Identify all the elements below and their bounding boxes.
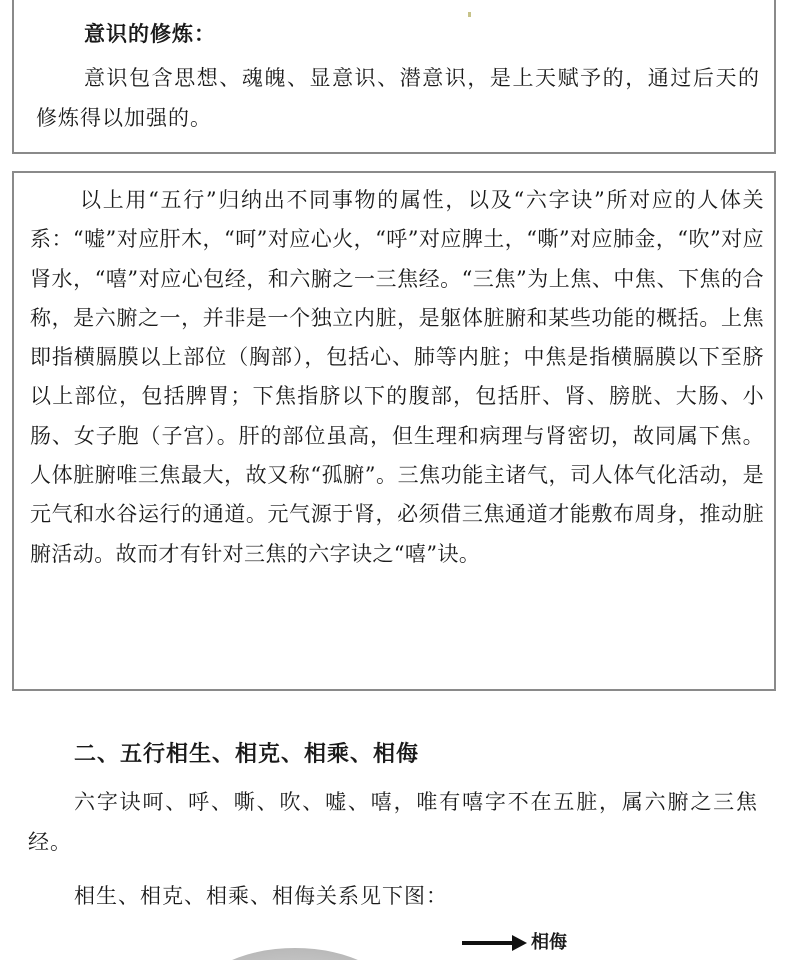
- diagram-top-edge: [0, 920, 790, 960]
- consciousness-cultivation-box: [12, 0, 776, 154]
- five-elements-explanation-box: [12, 171, 776, 691]
- five-elements-diagram: [0, 920, 790, 960]
- scan-speck: [468, 12, 471, 17]
- section-paragraph: 六字诀呵、呼、嘶、吹、嘘、嘻，唯有嘻字不在五脏，属六腑之三焦经。: [28, 790, 758, 854]
- diagram-disk: [195, 948, 395, 960]
- section-heading: 二、五行相生、相克、相乘、相侮: [74, 742, 420, 767]
- box-paragraph: 意识包含思想、魂魄、显意识、潜意识，是上天赋予的，通过后天的修炼得以加强的。: [36, 66, 760, 130]
- diagram-intro-line: 相生、相克、相乘、相侮关系见下图：: [74, 884, 448, 908]
- legend-arrow-shaft: [462, 941, 514, 945]
- box-title: 意识的修炼：: [84, 21, 216, 46]
- legend-arrowhead: [512, 935, 527, 951]
- legend-label-xiangwu: 相侮: [531, 932, 567, 953]
- explanation-paragraph: 以上用“五行”归纳出不同事物的属性，以及“六字诀”所对应的人体关系：“嘘”对应肝木，“呵”对应心火，“呼”对应脾土，“嘶”对应肺金，“吹”对应肾水，“嘻”对应心包经，和六腑之一三焦经。“三焦”为上焦、中焦、下焦的合称，是六腑之一，并非是一个独立内脏，是躯体脏腑和某些功能的概括。上焦即指横膈膜以上部位（胸部），包括心、肺等内脏；中焦是指横膈膜以下至脐以上部位，包括脾胃；下焦指脐以下的腹部，包括肝、肾、膀胱、大肠、小肠、女子胞（子宫）。肝的部位虽高，但生理和病理与肾密切，故同属下焦。人体脏腑唯三焦最大，故又称“孤腑”。三焦功能主诸气，司人体气化活动，是元气和水谷运行的通道。元气源于肾，必须借三焦通道才能敷布周身，推动脏腑活动。故而才有针对三焦的六字诀之“嘻”诀。: [30, 188, 764, 566]
